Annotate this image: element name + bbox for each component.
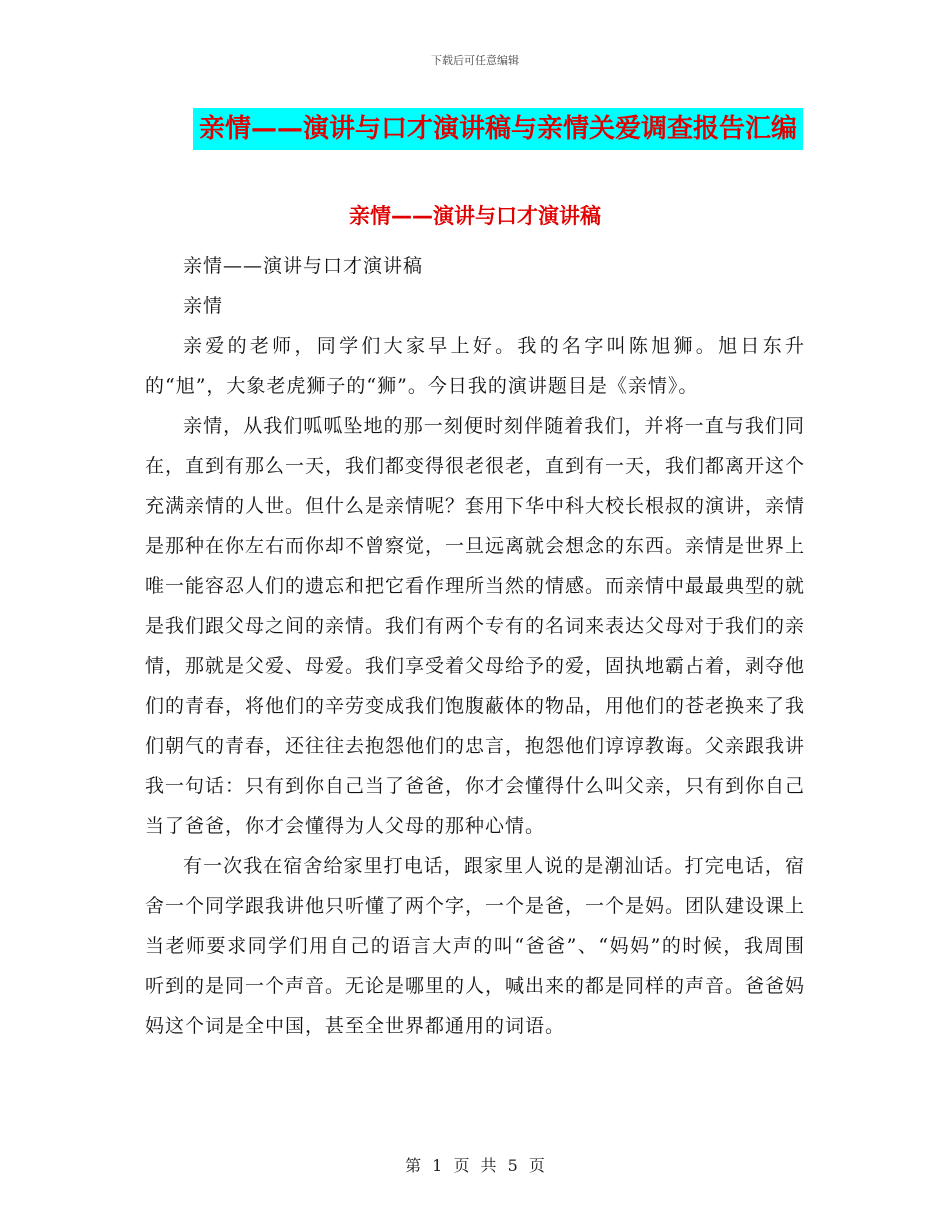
paragraph-greeting: 亲爱的老师，同学们大家早上好。我的名字叫陈旭狮。旭日东升的“旭”，大象老虎狮子的“狮”。今日我的演讲题目是《亲情》。 [145, 335, 805, 397]
document-main-title: 亲情——演讲与口才演讲稿与亲情关爱调查报告汇编 [193, 108, 803, 150]
paragraph-heading-repeat: 亲情——演讲与口才演讲稿 [183, 255, 424, 277]
paragraph-body: 亲情，从我们呱呱坠地的那一刻便时刻伴随着我们，并将一直与我们同在，直到有那么一天，我们都变得很老很老，直到有一天，我们都离开这个充满亲情的人世。但什么是亲情呢？套用下华中科大校长根叔的演讲，亲情是那种在你左右而你却不曾察觉，一旦远离就会想念的东西。亲情是世界上唯一能容忍人们的遗忘和把它看作理所当然的情感。而亲情中最最典型的就是我们跟父母之间的亲情。我们有两个专有的名词来表达父母对于我们的亲情，那就是父爱、母爱。我们享受着父母给予的爱，固执地霸占着，剥夺他们的青春，将他们的辛劳变成我们饱腹蔽体的物品，用他们的苍老换来了我们朝气的青春，还往往去抱怨他们的忠言，抱怨他们谆谆教诲。父亲跟我讲我一句话：只有到你自己当了爸爸，你才会懂得什么叫父亲，只有到你自己当了爸爸，你才会懂得为人父母的那种心情。 [145, 415, 806, 837]
paragraph-body: 有一次我在宿舍给家里打电话，跟家里人说的是潮汕话。打完电话，宿舍一个同学跟我讲他只听懂了两个字，一个是爸，一个是妈。团队建设课上当老师要求同学们用自己的语言大声的叫“爸爸”、“妈妈”的时候，我周围听到的是同一个声音。无论是哪里的人，喊出来的都是同样的声音。爸爸妈妈这个词是全中国，甚至全世界都通用的词语。 [145, 855, 806, 1037]
document-body [145, 246, 805, 1046]
page-number-footer: 第 1 页 共 5 页 [405, 1156, 545, 1175]
paragraph-short-title: 亲情 [183, 295, 224, 317]
section-title: 亲情——演讲与口才演讲稿 [349, 204, 601, 228]
header-note: 下载后可任意编辑 [431, 54, 519, 67]
